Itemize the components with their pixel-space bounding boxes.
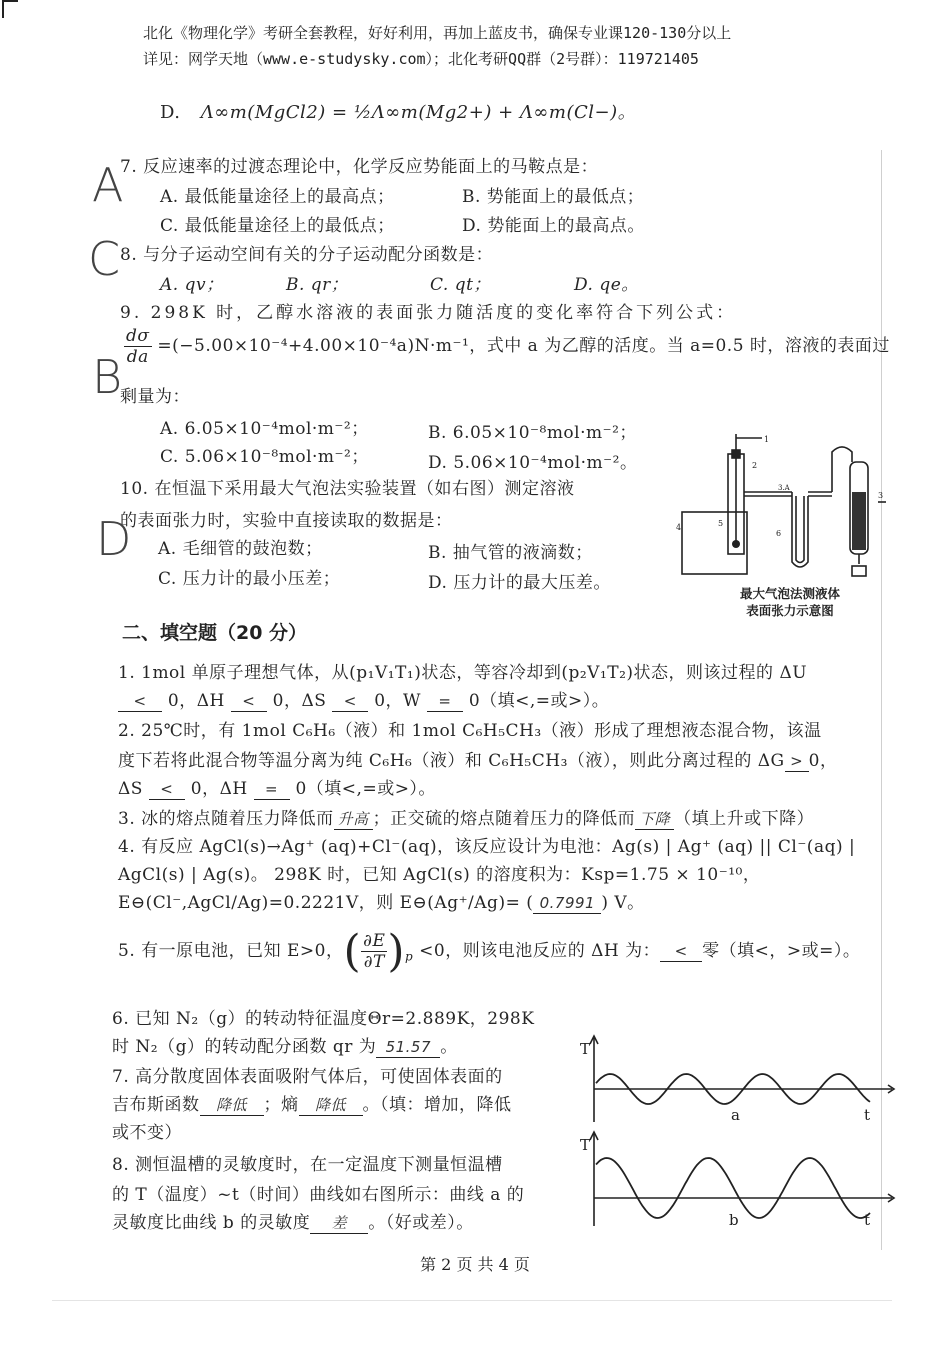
q8-option-b: B. qr； xyxy=(286,275,349,295)
fill-q7-answer-1: 降低 xyxy=(215,1096,247,1114)
q8-handwritten-answer: C xyxy=(88,232,121,286)
fill-q2-line3-post: 0（填<,=或>）。 xyxy=(295,779,436,799)
fill-q5-derivative-num: ∂E xyxy=(363,931,386,951)
fill-q2-blank-ds[interactable] xyxy=(149,779,185,800)
curve-b-x-label: t xyxy=(864,1211,871,1229)
q7-stem: 7. 反应速率的过渡态理论中，化学反应势能面上的马鞍点是： xyxy=(120,157,599,177)
fill-q1-seg-end: 0（填<,=或>）。 xyxy=(468,691,610,711)
q9-derivative xyxy=(124,326,152,367)
fill-q2-line3-mid: 0，ΔH xyxy=(190,779,248,799)
fill-q4-answer: 0.7991 xyxy=(539,894,596,912)
fill-q1-line2 xyxy=(118,686,609,712)
fill-q7-line3: 或不变） xyxy=(112,1123,182,1143)
q10-option-d: D. 压力计的最大压差。 xyxy=(428,573,611,593)
fill-q5-derivative xyxy=(361,931,387,972)
q10-option-b: B. 抽气管的液滴数； xyxy=(428,543,593,563)
q9-stem-line2: =(−5.00×10⁻⁴+4.00×10⁻⁴a)N·m⁻¹，式中 a 为乙醇的活度。当 a=0.5 时，溶液的表面过 xyxy=(157,336,890,356)
fill-q2-line2 xyxy=(118,746,837,772)
fill-q1-seg-1: 0，ΔH xyxy=(167,691,225,711)
fill-q8-line3-pre: 灵敏度比曲线 b 的灵敏度 xyxy=(112,1213,311,1233)
scan-edge-line-bottom xyxy=(52,1300,892,1301)
fill-q7-line1: 7. 高分散度固体表面吸附气体后，可使固体表面的 xyxy=(112,1067,503,1087)
q9-derivative-num: dσ xyxy=(126,326,150,346)
fill-q2-answer-dg: > xyxy=(790,752,804,770)
q10-option-c: C. 压力计的最小压差； xyxy=(158,569,341,589)
fill-q3-pre: 3. 冰的熔点随着压力降低而 xyxy=(118,809,334,829)
q9-handwritten-answer: B xyxy=(92,350,123,404)
fill-q2-line3 xyxy=(118,774,436,800)
fill-q3-answer-1: 升高 xyxy=(337,810,369,828)
q7-option-d: D. 势能面上的最高点。 xyxy=(462,216,645,236)
q8-option-c: C. qt； xyxy=(430,275,491,295)
fill-q5-mid: <0，则该电池反应的 ΔH 为： xyxy=(419,941,661,961)
fill-q1-answer-dh: < xyxy=(242,692,256,710)
fill-q4-line2: AgCl(s) | Ag(s)。 298K 时，已知 AgCl(s) 的溶度积为：Ksp=1.75 × 10⁻¹⁰， xyxy=(118,865,761,885)
q10-stem-line1: 10. 在恒温下采用最大气泡法实验装置（如右图）测定溶液 xyxy=(120,479,575,499)
q9-stem-line3: 剩量为： xyxy=(120,387,190,407)
fill-q8-answer: 差 xyxy=(331,1214,347,1232)
fill-q2-answer-ds: < xyxy=(160,780,174,798)
fill-q8-line3 xyxy=(112,1208,474,1234)
q9-option-b: B. 6.05×10⁻⁸mol·m⁻²； xyxy=(428,423,637,443)
fill-q5-blank[interactable] xyxy=(660,941,702,962)
fill-q7-blank-2[interactable] xyxy=(299,1094,363,1116)
fill-q1-seg-2: 0，ΔS xyxy=(272,691,327,711)
bubble-pressure-apparatus-figure xyxy=(672,432,887,582)
fill-q8-line2: 的 T（温度）~t（时间）曲线如右图所示：曲线 a 的 xyxy=(112,1185,525,1205)
q7-option-a: A. 最低能量途径上的最高点； xyxy=(160,187,395,207)
q8-stem: 8. 与分子运动空间有关的分子运动配分函数是： xyxy=(120,245,494,265)
q6-option-d xyxy=(160,98,636,124)
q9-option-a: A. 6.05×10⁻⁴mol·m⁻²； xyxy=(160,419,369,439)
fill-q6-line1: 6. 已知 N₂（g）的转动特征温度Θr=2.889K，298K xyxy=(112,1009,535,1029)
fill-q4-line3 xyxy=(118,888,645,914)
q10-stem-line2: 的表面张力时，实验中直接读取的数据是： xyxy=(120,511,453,531)
page-footer: 第 2 页 共 4 页 xyxy=(420,1255,530,1274)
fill-q1-answer-w: = xyxy=(438,692,452,710)
curve-b-line xyxy=(596,1158,870,1218)
fill-q3-mid: ；正交硫的熔点随着压力的降低而 xyxy=(372,809,636,829)
fill-q4-blank[interactable] xyxy=(533,893,601,914)
fill-q4-line3-post: ) V。 xyxy=(601,893,645,913)
fill-q2-answer-dh: = xyxy=(265,780,279,798)
fill-q1-line1: 1. 1mol 单原子理想气体，从(p₁V₁T₁)状态，等容冷却到(p₂V₁T₂)状态，则该过程的 ΔU xyxy=(118,663,808,683)
fill-q4-line3-pre: E⊖(Cl⁻,AgCl/Ag)=0.2221V，则 E⊖(Ag⁺/Ag)= ( xyxy=(118,893,534,913)
header-line-2: 详见：网学天地（www.e-studysky.com）；北化考研QQ群（2号群）：119721405 xyxy=(143,50,699,68)
scan-corner-mark xyxy=(2,0,18,18)
apparatus-label-3a: 3.A xyxy=(778,484,790,492)
q9-stem-line1: 9. 298K 时，乙醇水溶液的表面张力随活度的变化率符合下列公式： xyxy=(120,303,737,323)
curve-a-x-label: t xyxy=(864,1106,871,1124)
fill-q7-line2-post: 。（填：增加，降低 xyxy=(362,1095,512,1115)
fill-q1-blank-du[interactable] xyxy=(118,691,162,712)
fill-q8-line1: 8. 测恒温槽的灵敏度时，在一定温度下测量恒温槽 xyxy=(112,1155,503,1175)
fill-q5-answer: < xyxy=(674,942,688,960)
q9-derivative-den: da xyxy=(126,347,149,367)
q10-option-a: A. 毛细管的鼓泡数； xyxy=(158,539,323,559)
fill-q2-line2-pre: 度下若将此混合物等温分离为纯 C₆H₆（液）和 C₆H₅CH₃（液），则此分离过程的 ΔG xyxy=(118,751,785,771)
fill-q5-subscript: p xyxy=(405,949,414,964)
q9-option-c: C. 5.06×10⁻⁸mol·m⁻²； xyxy=(160,447,369,467)
fill-q3-blank-1[interactable] xyxy=(334,808,373,830)
fill-q1-answer-du: < xyxy=(133,692,147,710)
q7-option-b: B. 势能面上的最低点； xyxy=(462,187,645,207)
apparatus-label-3: 3 xyxy=(878,491,884,500)
fill-q1-answer-ds: < xyxy=(343,692,357,710)
q7-option-c: C. 最低能量途径上的最低点； xyxy=(160,216,395,236)
fill-q2-line1: 2. 25℃时，有 1mol C₆H₆（液）和 1mol C₆H₅CH₃（液）形成了理想液态混合物，该温 xyxy=(118,721,822,741)
temperature-time-curves-figure xyxy=(574,1030,904,1230)
apparatus-caption xyxy=(705,585,875,619)
fill-q6-line2-pre: 时 N₂（g）的转动配分函数 qr 为 xyxy=(112,1037,377,1057)
curve-a-y-label: T xyxy=(580,1040,591,1058)
fill-q2-line2-post: 0， xyxy=(808,751,838,771)
q9-formula xyxy=(124,326,890,367)
fill-q7-line2-mid: ；熵 xyxy=(263,1095,299,1115)
apparatus-label-2: 2 xyxy=(752,461,758,470)
fill-q7-line2 xyxy=(112,1090,512,1116)
fill-q6-answer: 51.57 xyxy=(385,1038,432,1056)
curve-b-label: b xyxy=(729,1211,739,1229)
fill-q2-blank-dg[interactable] xyxy=(785,751,809,772)
fill-q1-blank-ds[interactable] xyxy=(332,691,368,712)
fill-q5-pre: 5. 有一原电池，已知 E>0， xyxy=(118,941,344,961)
fill-q6-blank[interactable] xyxy=(376,1037,440,1058)
q8-option-d: D. qe。 xyxy=(574,275,639,295)
apparatus-caption-line2: 表面张力示意图 xyxy=(746,603,834,618)
fill-q3-blank-2[interactable] xyxy=(635,808,674,830)
apparatus-label-6: 6 xyxy=(776,529,782,538)
fill-q7-line2-pre: 吉布斯函数 xyxy=(112,1095,200,1115)
q10-handwritten-answer: D xyxy=(96,512,132,566)
fill-q6-line2 xyxy=(112,1032,458,1058)
q7-handwritten-answer: A xyxy=(92,158,124,212)
fill-q3 xyxy=(118,804,814,830)
q6-option-d-label: D. xyxy=(160,102,181,123)
fill-q8-line3-post: 。（好或差）。 xyxy=(368,1213,474,1233)
fill-q7-answer-2: 降低 xyxy=(314,1096,346,1114)
fill-q5: 5. 有一原电池，已知 E>0，( $\frac{\partial E}{\partial T}$ )$_p <0$，则该电池反应的 ΔH 为： < 零（填<，>或=）。 xyxy=(118,926,861,977)
fill-section-title: 二、填空题（20 分） xyxy=(122,622,308,644)
q6-option-d-formula: Λ∞m(MgCl2) = ½Λ∞m(Mg2+) + Λ∞m(Cl−)。 xyxy=(200,102,637,123)
fill-q2-blank-dh[interactable] xyxy=(254,779,290,800)
apparatus-caption-line1: 最大气泡法测液体 xyxy=(739,586,840,601)
fill-q7-blank-1[interactable] xyxy=(200,1094,264,1116)
q8-option-a: A. qv； xyxy=(160,275,224,295)
fill-q1-blank-dh[interactable] xyxy=(231,691,267,712)
apparatus-label-4: 4 xyxy=(676,523,682,532)
fill-q3-post: （填上升或下降） xyxy=(674,809,815,829)
fill-q6-line2-post: 。 xyxy=(440,1037,458,1057)
curve-b-y-label: T xyxy=(580,1136,591,1154)
fill-q1-blank-w[interactable] xyxy=(427,691,463,712)
fill-q8-blank[interactable] xyxy=(310,1212,368,1234)
fill-q2-line3-pre: ΔS xyxy=(118,779,143,799)
q9-option-d: D. 5.06×10⁻⁴mol·m⁻²。 xyxy=(428,453,638,473)
fill-q5-post: 零（填<，>或=）。 xyxy=(702,941,861,961)
dropping-funnel-liquid xyxy=(852,492,866,550)
header-line-1: 北化《物理化学》考研全套教程，好好利用，再加上蓝皮书，确保专业课120-130分以上 xyxy=(143,24,732,42)
fill-q4-line1: 4. 有反应 AgCl(s)→Ag⁺ (aq)+Cl⁻(aq)，该反应设计为电池：Ag(s) | Ag⁺ (aq) || Cl⁻(aq) | xyxy=(118,837,856,857)
curve-a-label: a xyxy=(731,1106,740,1124)
apparatus-label-1: 1 xyxy=(764,435,770,444)
fill-q3-answer-2: 下降 xyxy=(639,810,671,828)
fill-q5-derivative-den: ∂T xyxy=(363,952,385,972)
fill-q1-seg-3: 0，W xyxy=(374,691,421,711)
apparatus-label-5: 5 xyxy=(718,519,724,528)
